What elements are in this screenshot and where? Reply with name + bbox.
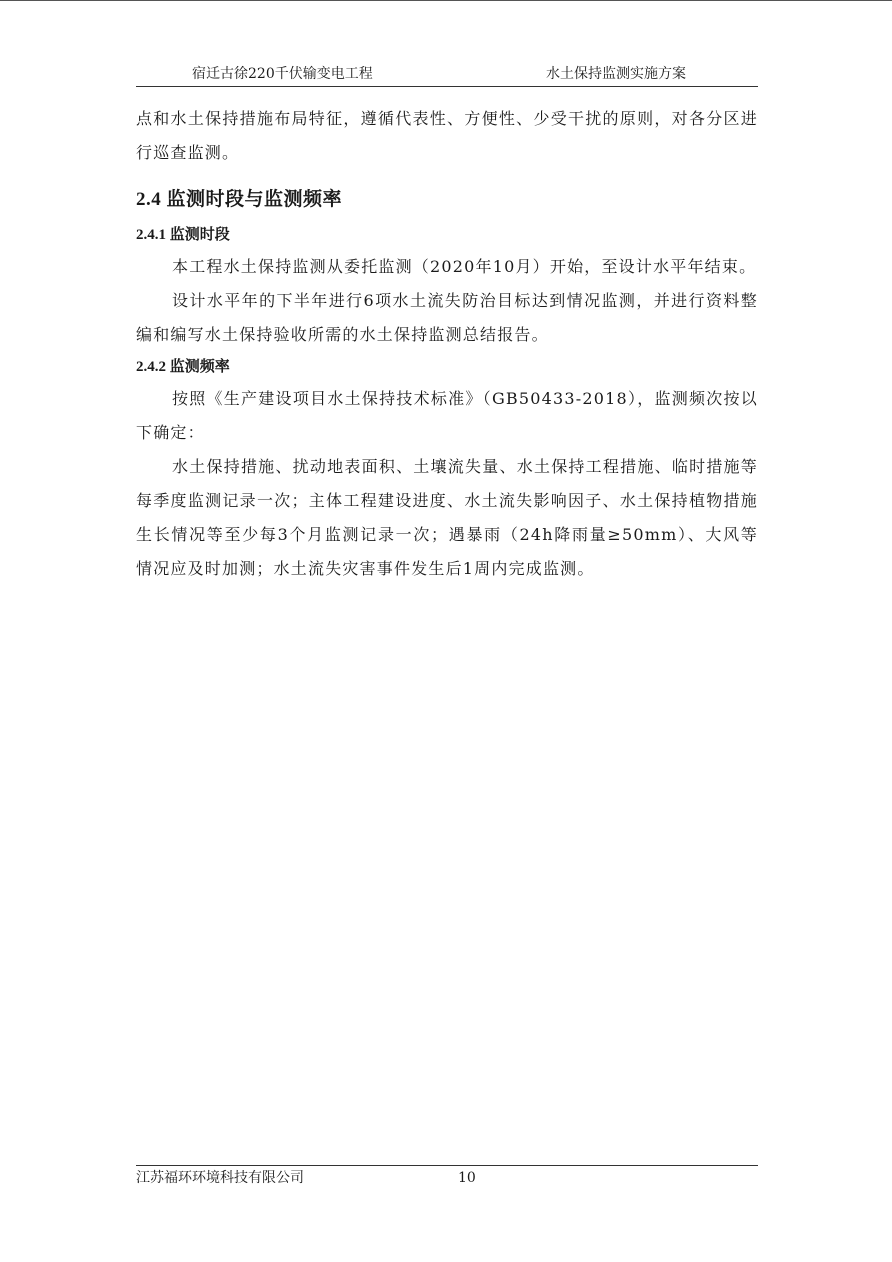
paragraph-frequency-1: 按照《生产建设项目水土保持技术标准》（GB50433-2018），监测频次按以下确定： <box>136 389 758 442</box>
paragraph-period-1: 本工程水土保持监测从委托监测（2020年10月）开始，至设计水平年结束。 <box>172 257 757 276</box>
footer-page-number: 10 <box>458 1170 476 1186</box>
header-project-name: 宿迁古徐220千伏输变电工程 <box>192 66 373 82</box>
section-heading-2-4-2: 2.4.2 监测频率 <box>136 359 230 375</box>
paragraph-intro: 点和水土保持措施布局特征，遵循代表性、方便性、少受干扰的原则，对各分区进行巡查监测。 <box>136 109 758 162</box>
paragraph-frequency-2: 水土保持措施、扰动地表面积、土壤流失量、水土保持工程措施、临时措施等每季度监测记录一次；主体工程建设进度、水土流失影响因子、水土保持植物措施生长情况等至少每3个月监测记录一次；遇暴雨（24h降雨量≥50mm）、大风等情况应及时加测；水土流失灾害事件发生后1周内完成监测。 <box>136 457 758 578</box>
page-body <box>136 102 758 586</box>
page-top-border <box>0 0 892 1</box>
page-footer <box>136 1165 758 1190</box>
footer-company-name: 江苏福环环境科技有限公司 <box>136 1170 304 1186</box>
header-document-title: 水土保持监测实施方案 <box>546 66 686 82</box>
page-header <box>136 62 758 87</box>
section-heading-2-4: 2.4 监测时段与监测频率 <box>136 189 343 210</box>
paragraph-period-2: 设计水平年的下半年进行6项水土流失防治目标达到情况监测，并进行资料整编和编写水土保持验收所需的水土保持监测总结报告。 <box>136 291 758 344</box>
section-heading-2-4-1: 2.4.1 监测时段 <box>136 227 230 243</box>
